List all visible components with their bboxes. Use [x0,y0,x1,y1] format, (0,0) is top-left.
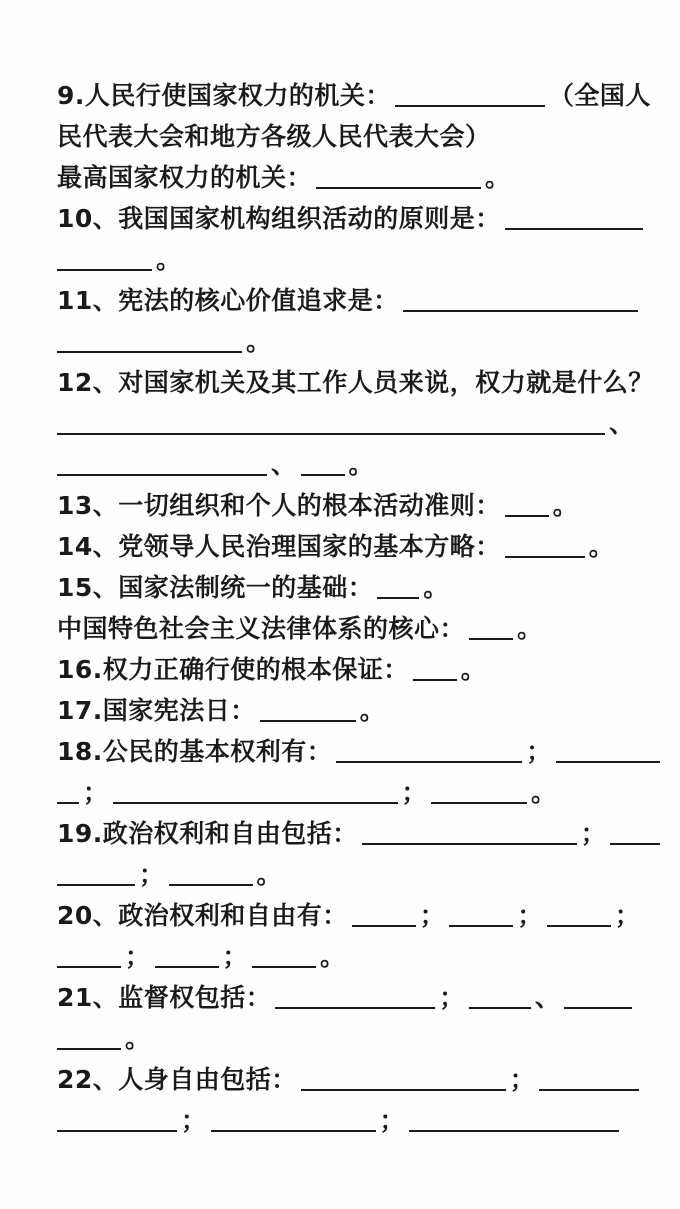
answer-blank [57,329,242,354]
answer-blank [301,1067,506,1092]
question-text: 13、一切组织和个人的根本活动准则： [57,491,501,520]
worksheet-line [57,690,646,731]
answer-blank [155,944,219,969]
answer-blank [610,821,660,846]
answer-blank [505,493,549,518]
question-text: ； [509,1065,536,1094]
answer-blank [547,903,611,928]
worksheet-line [57,1018,646,1059]
question-text: 。 [531,778,557,807]
worksheet-line [57,362,654,403]
answer-blank [362,821,577,846]
worksheet-line [57,198,646,239]
question-text: （全国人 [548,81,651,110]
answer-blank [57,1108,177,1133]
answer-blank [336,739,522,764]
answer-blank [403,288,638,313]
answer-blank [57,944,121,969]
answer-blank [57,411,605,436]
question-text: 。 [359,696,386,725]
worksheet-line [57,1100,646,1141]
answer-blank [431,780,527,805]
question-text: 。 [348,450,375,479]
answer-blank [260,698,356,723]
answer-blank [409,1108,619,1133]
worksheet-line [57,608,646,649]
answer-blank [57,1026,121,1051]
question-text: ； [439,983,465,1012]
answer-blank [539,1067,639,1092]
answer-blank [57,862,135,887]
question-text: ； [580,819,607,848]
worksheet-line [57,813,646,854]
question-text: ； [517,901,543,930]
question-text: 。 [423,573,449,602]
question-text: 16.权力正确行使的根本保证： [57,655,409,684]
question-text: 19.政治权利和自由包括： [57,819,358,848]
question-text: ； [83,778,109,807]
worksheet-line [57,1059,646,1100]
question-text: 22、人身自由包括： [57,1065,297,1094]
question-text: 、 [271,450,297,479]
worksheet-line [57,649,646,690]
worksheet-line [57,567,646,608]
worksheet-line [57,116,646,157]
question-text: 11、宪法的核心价值追求是： [57,286,399,315]
question-text: ； [526,737,552,766]
worksheet-line [57,895,646,936]
question-text: 最高国家权力的机关： [57,163,313,192]
worksheet-line [57,772,646,813]
worksheet-line [57,239,646,280]
question-text: ； [614,901,641,930]
question-text: ； [379,1106,406,1135]
question-text: 。 [588,532,615,561]
question-text: 、 [534,983,561,1012]
worksheet-line [57,75,651,116]
answer-blank [556,739,660,764]
question-text: 。 [517,614,543,643]
answer-blank [301,452,345,477]
answer-blank [252,944,316,969]
worksheet-line [57,444,646,485]
question-text: ； [181,1106,207,1135]
answer-blank [395,83,545,108]
answer-blank [316,165,481,190]
question-text: 民代表大会和地方各级人民代表大会） [57,122,491,151]
worksheet-line [57,731,646,772]
answer-blank [211,1108,376,1133]
answer-blank [57,247,152,272]
answer-blank [505,534,585,559]
answer-blank [377,575,419,600]
answer-blank [449,903,513,928]
worksheet-line [57,526,646,567]
question-text: 10、我国国家机构组织活动的原则是： [57,204,501,233]
worksheet-lines [57,75,654,1141]
question-text: 中国特色社会主义法律体系的核心： [57,614,466,643]
question-text: 。 [485,163,511,192]
question-text: 18.公民的基本权利有： [57,737,333,766]
question-text: 9.人民行使国家权力的机关： [57,81,391,110]
answer-blank [113,780,398,805]
question-text: 。 [125,1024,151,1053]
answer-blank [275,985,435,1010]
question-text: 。 [246,327,272,356]
question-text: 12、对国家机关及其工作人员来说，权力就是什么？ [57,368,654,397]
worksheet-line [57,157,646,198]
question-text: 14、党领导人民治理国家的基本方略： [57,532,501,561]
answer-blank [469,985,531,1010]
answer-blank [57,452,267,477]
question-text: 。 [460,655,487,684]
question-text: 。 [320,942,346,971]
question-text: 。 [256,860,283,889]
question-text: 15、国家法制统一的基础： [57,573,374,602]
answer-blank [413,657,457,682]
worksheet-line [57,403,646,444]
worksheet-line [57,936,646,977]
question-text: 。 [156,245,182,274]
worksheet-line [57,280,646,321]
answer-blank [505,206,643,231]
question-text: 。 [552,491,579,520]
answer-blank [352,903,416,928]
question-text: 21、监督权包括： [57,983,272,1012]
question-text: 17.国家宪法日： [57,696,256,725]
worksheet-line [57,321,646,362]
worksheet-line [57,977,646,1018]
worksheet-line [57,854,646,895]
question-text: 、 [609,409,635,438]
answer-blank [57,780,79,805]
question-text: ； [139,860,165,889]
question-text: 20、政治权利和自由有： [57,901,348,930]
question-text: ； [222,942,249,971]
answer-blank [169,862,253,887]
answer-blank [564,985,632,1010]
answer-blank [469,616,513,641]
question-text: ； [419,901,446,930]
worksheet-line [57,485,646,526]
question-text: ； [125,942,151,971]
question-text: ； [401,778,428,807]
